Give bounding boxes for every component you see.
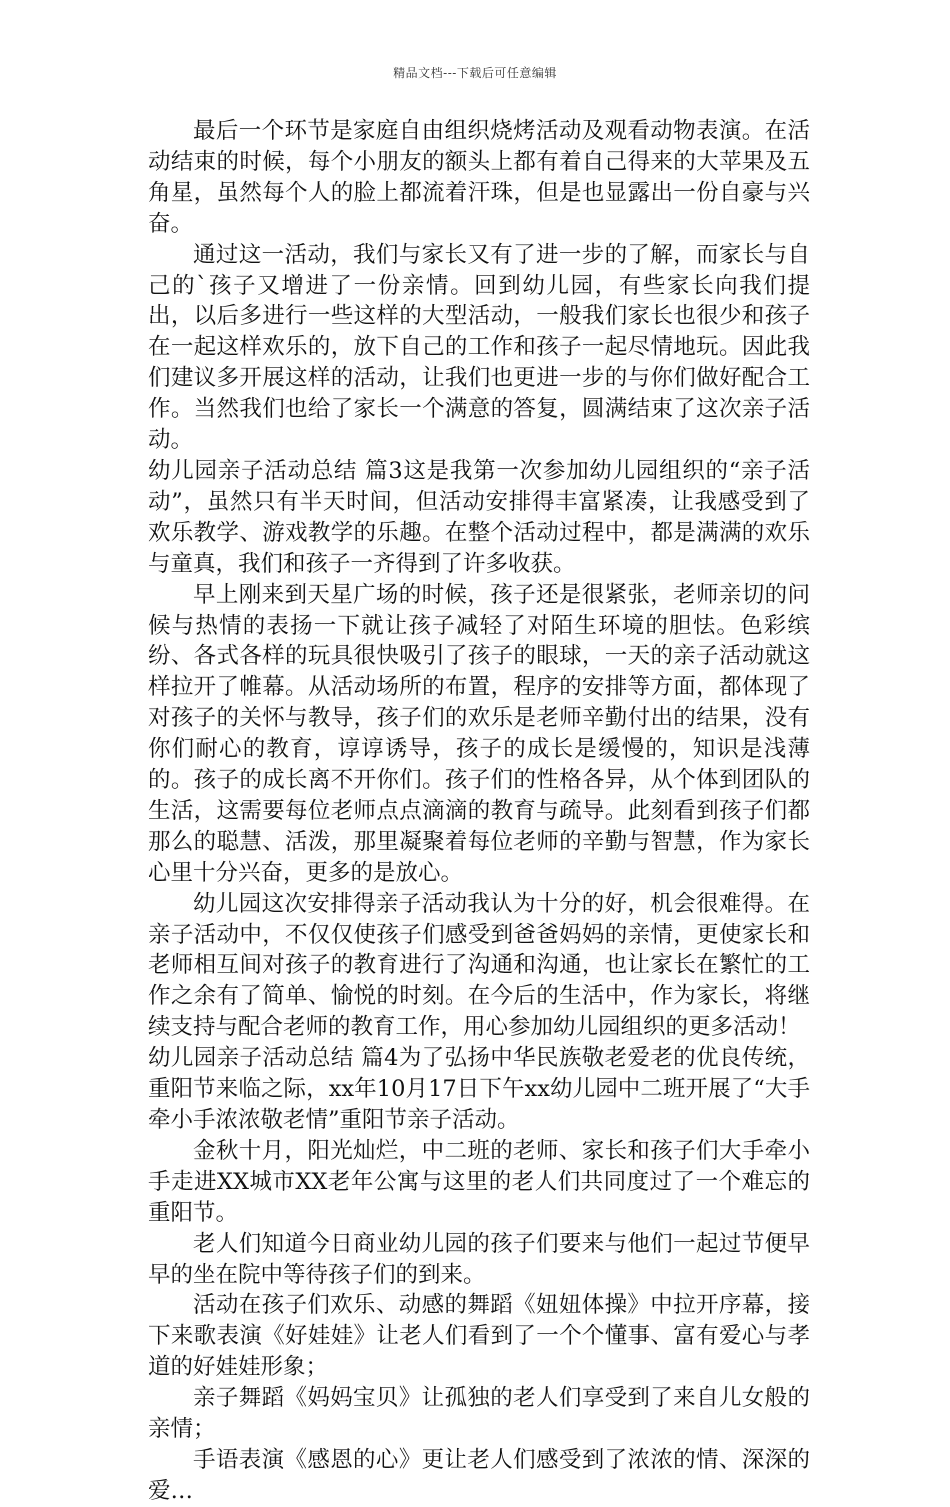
document-body	[148, 116, 810, 1507]
paragraph: 幼儿园这次安排得亲子活动我认为十分的好，机会很难得。在亲子活动中，不仅仅使孩子们感受到爸爸妈妈的亲情，更使家长和老师相互间对孩子的教育进行了沟通和沟通，也让家长在繁忙的工作之余有了简单、愉悦的时刻。在今后的生活中，作为家长，将继续支持与配合老师的教育工作，用心参加幼儿园组织的更多活动！	[148, 890, 810, 1041]
paragraph: 手语表演《感恩的心》更让老人们感受到了浓浓的情、深深的爱…	[148, 1446, 810, 1504]
paragraph: 老人们知道今日商业幼儿园的孩子们要来与他们一起过节便早早的坐在院中等待孩子们的到来。	[148, 1230, 810, 1288]
paragraph: 早上刚来到天星广场的时候，孩子还是很紧张，老师亲切的问候与热情的表扬一下就让孩子减轻了对陌生环境的胆怯。色彩缤纷、各式各样的玩具很快吸引了孩子的眼球，一天的亲子活动就这样拉开了帷幕。从活动场所的布置，程序的安排等方面，都体现了对孩子的关怀与教导，孩子们的欢乐是老师辛勤付出的结果，没有你们耐心的教育，谆谆诱导，孩子的成长是缓慢的，知识是浅薄的。孩子的成长离不开你们。孩子们的性格各异，从个体到团队的生活，这需要每位老师点点滴滴的教育与疏导。此刻看到孩子们都那么的聪慧、活泼，那里凝聚着每位老师的辛勤与智慧，作为家长心里十分兴奋，更多的是放心。	[148, 581, 810, 886]
page-header: 精品文档---下载后可任意编辑	[393, 66, 557, 80]
paragraph: 通过这一活动，我们与家长又有了进一步的了解，而家长与自己的`孩子又增进了一份亲情。回到幼儿园，有些家长向我们提出，以后多进行一些这样的大型活动，一般我们家长也很少和孩子在一起这样欢乐的，放下自己的工作和孩子一起尽情地玩。因此我们建议多开展这样的活动，让我们也更进一步的与你们做好配合工作。当然我们也给了家长一个满意的答复，圆满结束了这次亲子活动。	[148, 241, 810, 454]
section-paragraph: 幼儿园亲子活动总结 篇4为了弘扬中华民族敬老爱老的优良传统，重阳节来临之际，xx年10月17日下午xx幼儿园中二班开展了“大手牵小手浓浓敬老情”重阳节亲子活动。	[148, 1045, 810, 1133]
section-paragraph: 幼儿园亲子活动总结 篇3这是我第一次参加幼儿园组织的“亲子活动”，虽然只有半天时间，但活动安排得丰富紧凑，让我感受到了欢乐教学、游戏教学的乐趣。在整个活动过程中，都是满满的欢乐与童真，我们和孩子一齐得到了许多收获。	[148, 457, 810, 577]
paragraph: 最后一个环节是家庭自由组织烧烤活动及观看动物表演。在活动结束的时候，每个小朋友的额头上都有着自己得来的大苹果及五角星，虽然每个人的脸上都流着汗珠，但是也显露出一份自豪与兴奋。	[148, 118, 810, 237]
paragraph: 亲子舞蹈《妈妈宝贝》让孤独的老人们享受到了来自儿女般的亲情；	[148, 1385, 810, 1443]
paragraph: 金秋十月，阳光灿烂，中二班的老师、家长和孩子们大手牵小手走进XX城市XX老年公寓与这里的老人们共同度过了一个难忘的重阳节。	[148, 1137, 810, 1226]
paragraph: 活动在孩子们欢乐、动感的舞蹈《妞妞体操》中拉开序幕，接下来歌表演《好娃娃》让老人们看到了一个个懂事、富有爱心与孝道的好娃娃形象；	[148, 1292, 810, 1381]
